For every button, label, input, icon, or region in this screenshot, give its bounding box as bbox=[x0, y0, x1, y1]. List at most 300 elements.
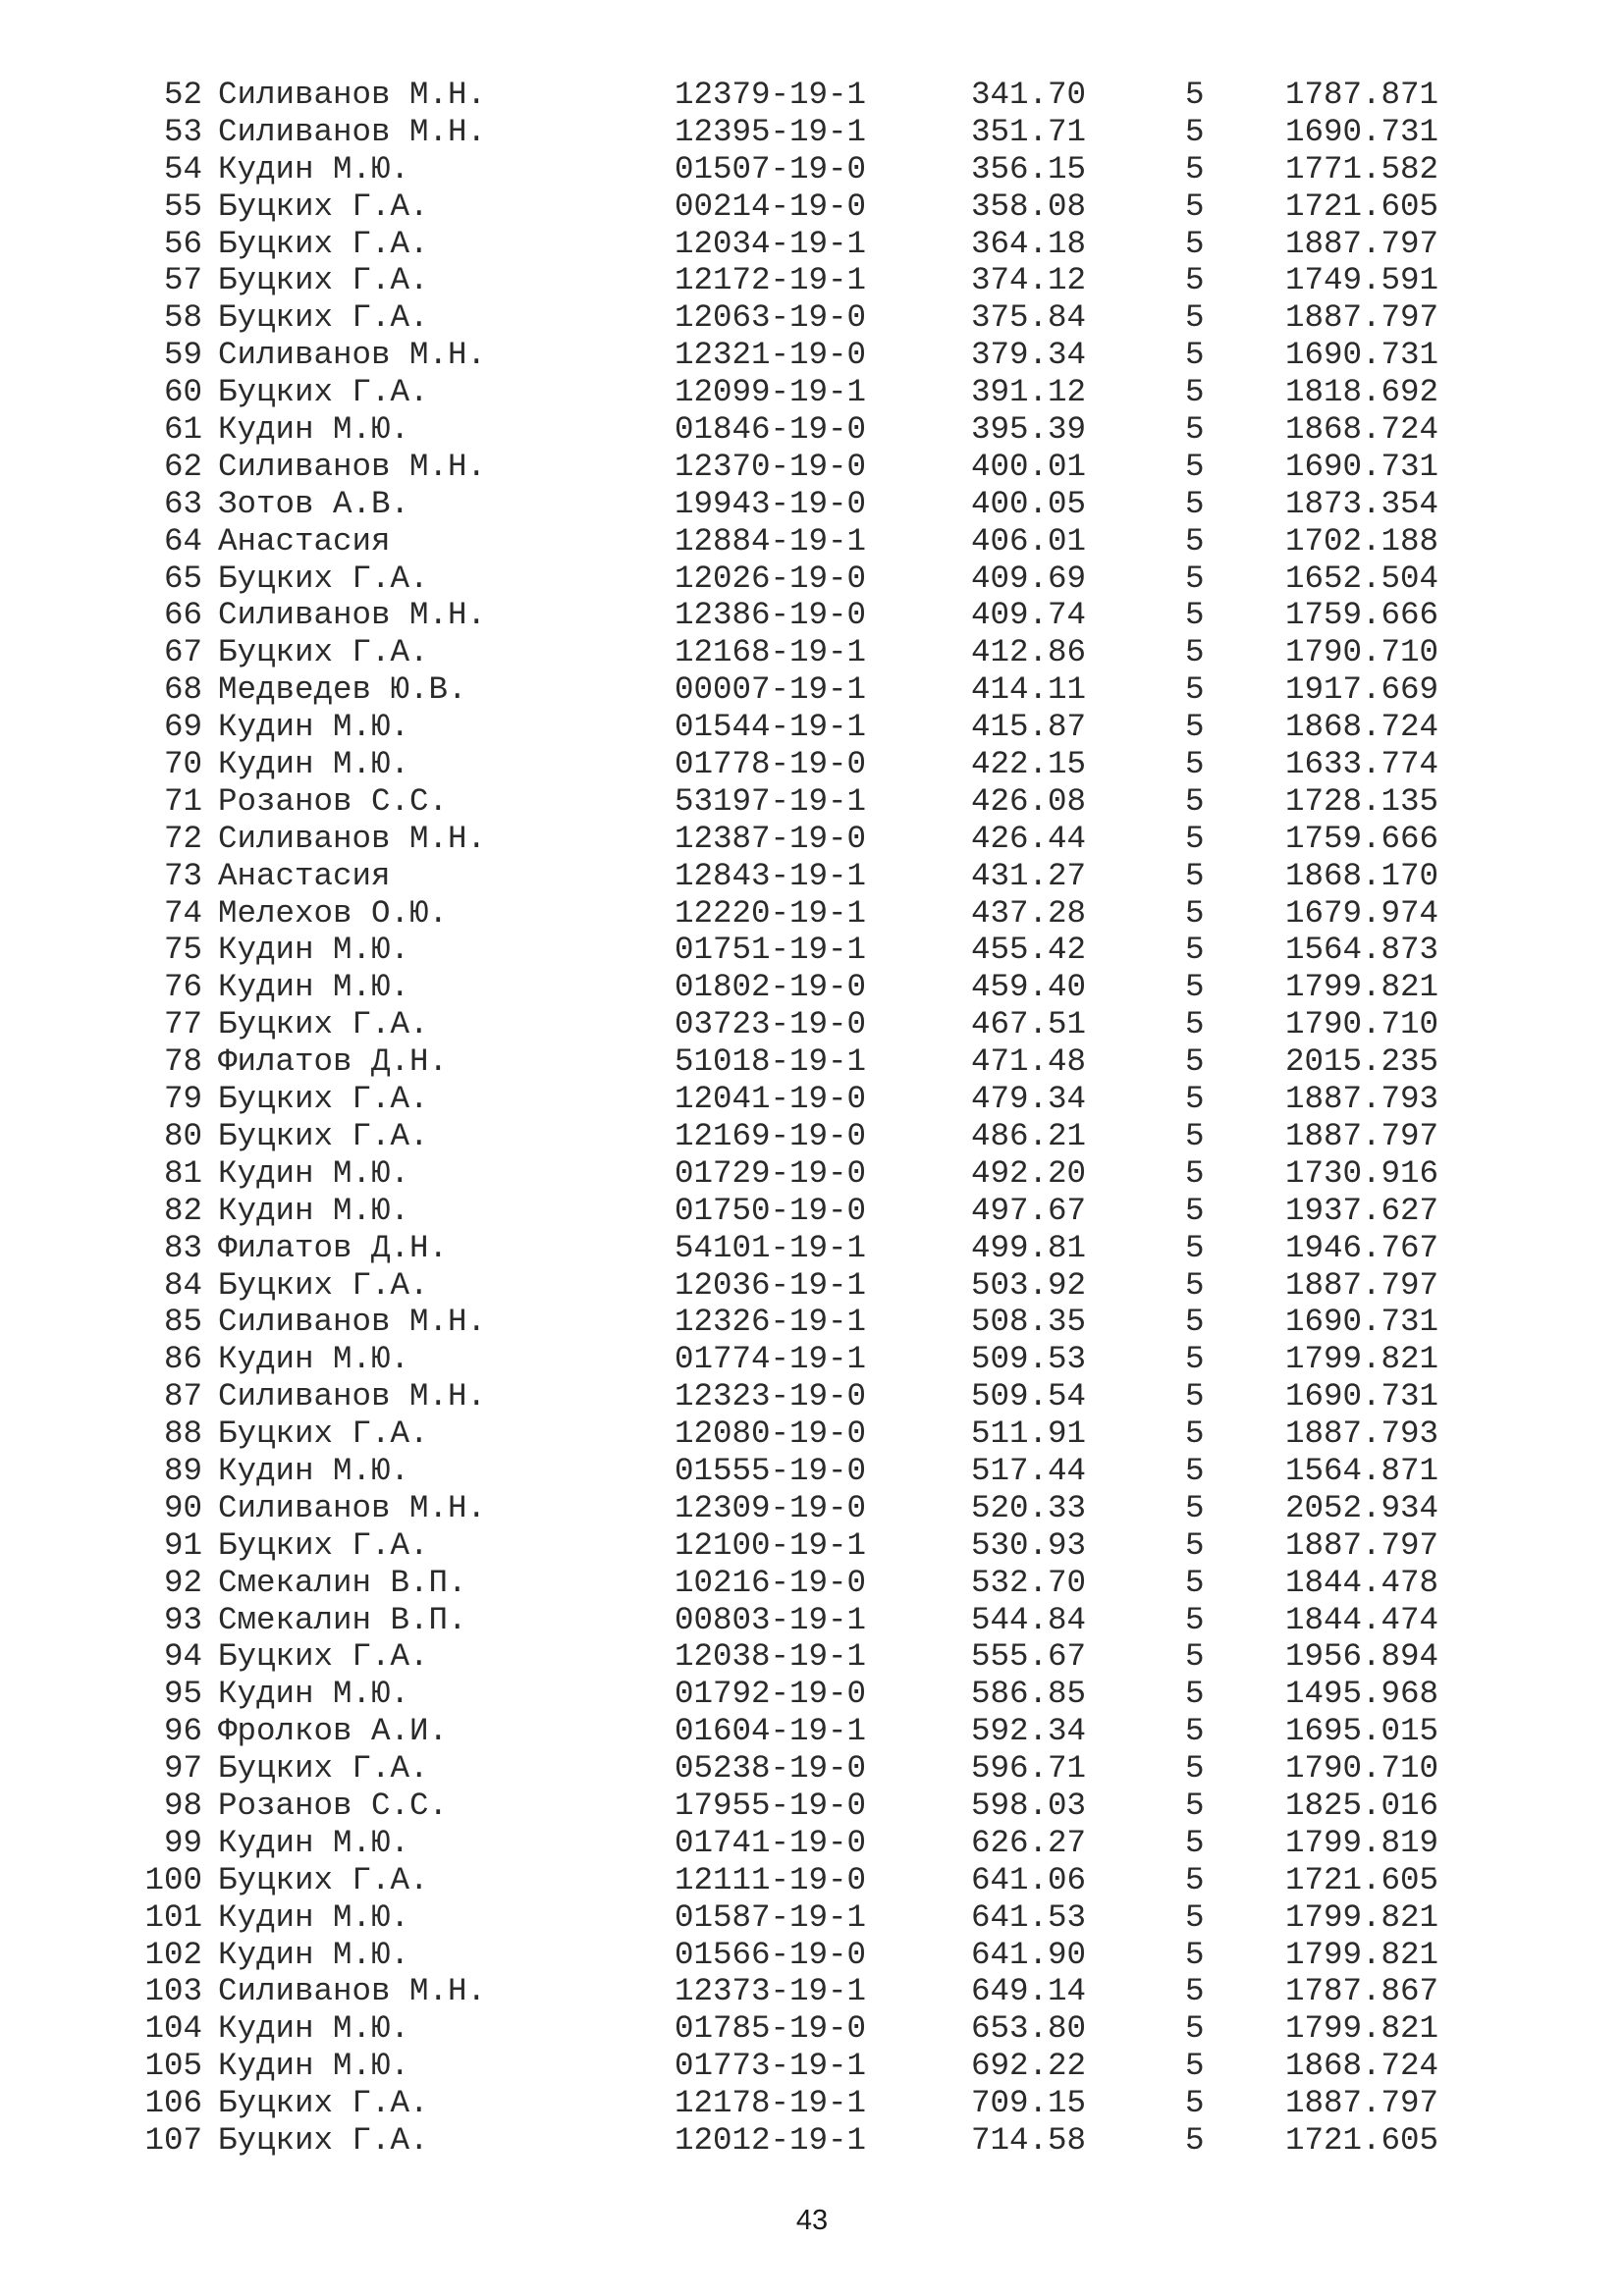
result-value: 1679.974 bbox=[1285, 894, 1439, 932]
count-value: 5 bbox=[1185, 560, 1205, 597]
count-value: 5 bbox=[1185, 1750, 1205, 1788]
measure-value: 409.69 bbox=[971, 560, 1087, 597]
result-value: 1790.710 bbox=[1285, 634, 1439, 671]
record-code: 12395-19-1 bbox=[675, 113, 867, 150]
record-code: 12034-19-1 bbox=[675, 225, 867, 262]
record-code: 12326-19-1 bbox=[675, 1304, 867, 1341]
count-value: 5 bbox=[1185, 1787, 1205, 1824]
person-name: Буцких Г.А. bbox=[218, 2121, 429, 2159]
table-row bbox=[0, 932, 1624, 969]
table-row bbox=[0, 1750, 1624, 1788]
row-number: 90 bbox=[163, 1489, 202, 1526]
person-name: Кудин М.Ю. bbox=[218, 1154, 410, 1192]
table-row bbox=[0, 597, 1624, 634]
measure-value: 532.70 bbox=[971, 1564, 1087, 1601]
table-row bbox=[0, 1527, 1624, 1565]
count-value: 5 bbox=[1185, 820, 1205, 857]
count-value: 5 bbox=[1185, 1564, 1205, 1601]
measure-value: 653.80 bbox=[971, 2010, 1087, 2048]
row-number: 60 bbox=[163, 374, 202, 411]
person-name: Кудин М.Ю. bbox=[218, 709, 410, 746]
result-value: 1690.731 bbox=[1285, 113, 1439, 150]
record-code: 12080-19-0 bbox=[675, 1415, 867, 1453]
person-name: Силиванов М.Н. bbox=[218, 820, 487, 857]
person-name: Смекалин В.П. bbox=[218, 1564, 467, 1601]
measure-value: 586.85 bbox=[971, 1676, 1087, 1713]
count-value: 5 bbox=[1185, 671, 1205, 709]
person-name: Кудин М.Ю. bbox=[218, 150, 410, 187]
row-number: 74 bbox=[163, 894, 202, 932]
measure-value: 530.93 bbox=[971, 1526, 1087, 1564]
record-code: 12026-19-0 bbox=[675, 560, 867, 597]
table-row bbox=[0, 1155, 1624, 1193]
measure-value: 422.15 bbox=[971, 746, 1087, 783]
result-value: 1787.871 bbox=[1285, 77, 1439, 113]
result-value: 1799.819 bbox=[1285, 1824, 1439, 1861]
measure-value: 486.21 bbox=[971, 1117, 1087, 1154]
person-name: Кудин М.Ю. bbox=[218, 1341, 410, 1378]
measure-value: 426.44 bbox=[971, 820, 1087, 857]
row-number: 94 bbox=[163, 1638, 202, 1676]
result-value: 1564.871 bbox=[1285, 1452, 1439, 1489]
record-code: 12386-19-0 bbox=[675, 597, 867, 634]
person-name: Силиванов М.Н. bbox=[218, 1973, 487, 2010]
record-code: 12100-19-1 bbox=[675, 1526, 867, 1564]
result-value: 1759.666 bbox=[1285, 820, 1439, 857]
record-code: 12884-19-1 bbox=[675, 522, 867, 560]
count-value: 5 bbox=[1185, 374, 1205, 411]
record-code: 12041-19-0 bbox=[675, 1081, 867, 1118]
person-name: Буцких Г.А. bbox=[218, 1750, 429, 1788]
person-name: Филатов Д.Н. bbox=[218, 1043, 449, 1081]
record-code: 01846-19-0 bbox=[675, 411, 867, 449]
record-code: 01751-19-1 bbox=[675, 932, 867, 969]
count-value: 5 bbox=[1185, 709, 1205, 746]
record-code: 12172-19-1 bbox=[675, 262, 867, 299]
row-number: 103 bbox=[144, 1973, 202, 2010]
measure-value: 479.34 bbox=[971, 1081, 1087, 1118]
measure-value: 596.71 bbox=[971, 1750, 1087, 1788]
record-code: 12168-19-1 bbox=[675, 634, 867, 671]
measure-value: 400.05 bbox=[971, 485, 1087, 522]
measure-value: 592.34 bbox=[971, 1713, 1087, 1750]
row-number: 77 bbox=[163, 1006, 202, 1043]
row-number: 65 bbox=[163, 560, 202, 597]
person-name: Кудин М.Ю. bbox=[218, 932, 410, 969]
table-row bbox=[0, 77, 1624, 114]
table-row bbox=[0, 1341, 1624, 1378]
result-value: 1690.731 bbox=[1285, 1304, 1439, 1341]
person-name: Буцких Г.А. bbox=[218, 1266, 429, 1304]
count-value: 5 bbox=[1185, 1638, 1205, 1676]
table-row bbox=[0, 1676, 1624, 1713]
row-number: 106 bbox=[144, 2085, 202, 2122]
person-name: Буцких Г.А. bbox=[218, 2085, 429, 2122]
row-number: 70 bbox=[163, 746, 202, 783]
count-value: 5 bbox=[1185, 1526, 1205, 1564]
row-number: 79 bbox=[163, 1081, 202, 1118]
measure-value: 471.48 bbox=[971, 1043, 1087, 1081]
result-value: 1790.710 bbox=[1285, 1750, 1439, 1788]
measure-value: 503.92 bbox=[971, 1266, 1087, 1304]
record-code: 05238-19-0 bbox=[675, 1750, 867, 1788]
result-value: 2052.934 bbox=[1285, 1489, 1439, 1526]
measure-value: 431.27 bbox=[971, 857, 1087, 894]
measure-value: 426.08 bbox=[971, 782, 1087, 820]
table-row bbox=[0, 1825, 1624, 1862]
table-row bbox=[0, 1118, 1624, 1155]
table-row bbox=[0, 523, 1624, 561]
count-value: 5 bbox=[1185, 1452, 1205, 1489]
table-row bbox=[0, 1713, 1624, 1750]
record-code: 01604-19-1 bbox=[675, 1713, 867, 1750]
measure-value: 358.08 bbox=[971, 187, 1087, 225]
person-name: Анастасия bbox=[218, 857, 391, 894]
count-value: 5 bbox=[1185, 2010, 1205, 2048]
row-number: 87 bbox=[163, 1378, 202, 1415]
person-name: Буцких Г.А. bbox=[218, 1117, 429, 1154]
count-value: 5 bbox=[1185, 411, 1205, 449]
table-row bbox=[0, 1937, 1624, 1974]
row-number: 57 bbox=[163, 262, 202, 299]
table-row bbox=[0, 449, 1624, 486]
row-number: 83 bbox=[163, 1229, 202, 1266]
row-number: 82 bbox=[163, 1192, 202, 1229]
record-code: 01785-19-0 bbox=[675, 2010, 867, 2048]
table-row bbox=[0, 1043, 1624, 1081]
measure-value: 517.44 bbox=[971, 1452, 1087, 1489]
measure-value: 509.53 bbox=[971, 1341, 1087, 1378]
result-value: 1690.731 bbox=[1285, 1378, 1439, 1415]
count-value: 5 bbox=[1185, 1006, 1205, 1043]
measure-value: 626.27 bbox=[971, 1824, 1087, 1861]
record-code: 01587-19-1 bbox=[675, 1898, 867, 1936]
count-value: 5 bbox=[1185, 1936, 1205, 1973]
row-number: 64 bbox=[163, 522, 202, 560]
count-value: 5 bbox=[1185, 1676, 1205, 1713]
result-value: 1956.894 bbox=[1285, 1638, 1439, 1676]
result-value: 1787.867 bbox=[1285, 1973, 1439, 2010]
measure-value: 555.67 bbox=[971, 1638, 1087, 1676]
row-number: 88 bbox=[163, 1415, 202, 1453]
row-number: 71 bbox=[163, 782, 202, 820]
person-name: Кудин М.Ю. bbox=[218, 1936, 410, 1973]
result-value: 1937.627 bbox=[1285, 1192, 1439, 1229]
result-value: 1799.821 bbox=[1285, 1936, 1439, 1973]
record-code: 12099-19-1 bbox=[675, 374, 867, 411]
measure-value: 492.20 bbox=[971, 1154, 1087, 1192]
table-row bbox=[0, 1973, 1624, 2010]
measure-value: 508.35 bbox=[971, 1304, 1087, 1341]
measure-value: 374.12 bbox=[971, 262, 1087, 299]
result-value: 1887.793 bbox=[1285, 1415, 1439, 1453]
row-number: 101 bbox=[144, 1898, 202, 1936]
result-value: 1690.731 bbox=[1285, 448, 1439, 485]
table-row bbox=[0, 858, 1624, 895]
row-number: 63 bbox=[163, 485, 202, 522]
person-name: Кудин М.Ю. bbox=[218, 1452, 410, 1489]
data-table bbox=[0, 77, 1624, 2160]
table-row bbox=[0, 1193, 1624, 1230]
table-row bbox=[0, 1602, 1624, 1639]
result-value: 1495.968 bbox=[1285, 1676, 1439, 1713]
count-value: 5 bbox=[1185, 894, 1205, 932]
person-name: Силиванов М.Н. bbox=[218, 1489, 487, 1526]
person-name: Буцких Г.А. bbox=[218, 374, 429, 411]
person-name: Кудин М.Ю. bbox=[218, 1824, 410, 1861]
measure-value: 414.11 bbox=[971, 671, 1087, 709]
result-value: 1844.478 bbox=[1285, 1564, 1439, 1601]
record-code: 01773-19-1 bbox=[675, 2048, 867, 2085]
person-name: Розанов С.С. bbox=[218, 1787, 449, 1824]
person-name: Анастасия bbox=[218, 522, 391, 560]
measure-value: 467.51 bbox=[971, 1006, 1087, 1043]
record-code: 00007-19-1 bbox=[675, 671, 867, 709]
table-row bbox=[0, 709, 1624, 746]
table-row bbox=[0, 2010, 1624, 2048]
table-row bbox=[0, 151, 1624, 188]
result-value: 1868.724 bbox=[1285, 709, 1439, 746]
person-name: Кудин М.Ю. bbox=[218, 411, 410, 449]
row-number: 98 bbox=[163, 1787, 202, 1824]
row-number: 92 bbox=[163, 1564, 202, 1601]
count-value: 5 bbox=[1185, 113, 1205, 150]
measure-value: 341.70 bbox=[971, 77, 1087, 113]
measure-value: 409.74 bbox=[971, 597, 1087, 634]
measure-value: 351.71 bbox=[971, 113, 1087, 150]
row-number: 97 bbox=[163, 1750, 202, 1788]
measure-value: 709.15 bbox=[971, 2085, 1087, 2122]
measure-value: 714.58 bbox=[971, 2121, 1087, 2159]
record-code: 17955-19-0 bbox=[675, 1787, 867, 1824]
count-value: 5 bbox=[1185, 77, 1205, 113]
count-value: 5 bbox=[1185, 2048, 1205, 2085]
table-row bbox=[0, 226, 1624, 263]
measure-value: 509.54 bbox=[971, 1378, 1087, 1415]
row-number: 61 bbox=[163, 411, 202, 449]
table-row bbox=[0, 1565, 1624, 1602]
row-number: 93 bbox=[163, 1601, 202, 1638]
person-name: Буцких Г.А. bbox=[218, 1006, 429, 1043]
result-value: 1730.916 bbox=[1285, 1154, 1439, 1192]
result-value: 1633.774 bbox=[1285, 746, 1439, 783]
result-value: 1825.016 bbox=[1285, 1787, 1439, 1824]
measure-value: 379.34 bbox=[971, 337, 1087, 374]
result-value: 1799.821 bbox=[1285, 1341, 1439, 1378]
row-number: 80 bbox=[163, 1117, 202, 1154]
table-row bbox=[0, 2085, 1624, 2122]
measure-value: 364.18 bbox=[971, 225, 1087, 262]
count-value: 5 bbox=[1185, 1378, 1205, 1415]
table-row bbox=[0, 2048, 1624, 2085]
count-value: 5 bbox=[1185, 150, 1205, 187]
count-value: 5 bbox=[1185, 1415, 1205, 1453]
count-value: 5 bbox=[1185, 337, 1205, 374]
row-number: 66 bbox=[163, 597, 202, 634]
measure-value: 649.14 bbox=[971, 1973, 1087, 2010]
row-number: 99 bbox=[163, 1824, 202, 1861]
result-value: 1887.797 bbox=[1285, 1117, 1439, 1154]
count-value: 5 bbox=[1185, 969, 1205, 1006]
person-name: Буцких Г.А. bbox=[218, 1415, 429, 1453]
count-value: 5 bbox=[1185, 1973, 1205, 2010]
table-row bbox=[0, 783, 1624, 821]
record-code: 01774-19-1 bbox=[675, 1341, 867, 1378]
person-name: Кудин М.Ю. bbox=[218, 2048, 410, 2085]
person-name: Буцких Г.А. bbox=[218, 299, 429, 337]
person-name: Кудин М.Ю. bbox=[218, 1676, 410, 1713]
record-code: 01507-19-0 bbox=[675, 150, 867, 187]
result-value: 1868.724 bbox=[1285, 2048, 1439, 2085]
result-value: 1868.170 bbox=[1285, 857, 1439, 894]
row-number: 95 bbox=[163, 1676, 202, 1713]
row-number: 86 bbox=[163, 1341, 202, 1378]
person-name: Силиванов М.Н. bbox=[218, 337, 487, 374]
row-number: 102 bbox=[144, 1936, 202, 1973]
table-row bbox=[0, 969, 1624, 1006]
count-value: 5 bbox=[1185, 1713, 1205, 1750]
measure-value: 641.90 bbox=[971, 1936, 1087, 1973]
count-value: 5 bbox=[1185, 1304, 1205, 1341]
record-code: 12323-19-0 bbox=[675, 1378, 867, 1415]
result-value: 1721.605 bbox=[1285, 187, 1439, 225]
row-number: 56 bbox=[163, 225, 202, 262]
measure-value: 375.84 bbox=[971, 299, 1087, 337]
person-name: Силиванов М.Н. bbox=[218, 1304, 487, 1341]
count-value: 5 bbox=[1185, 746, 1205, 783]
table-row bbox=[0, 1304, 1624, 1341]
table-row bbox=[0, 671, 1624, 709]
result-value: 1887.797 bbox=[1285, 299, 1439, 337]
table-row bbox=[0, 337, 1624, 374]
result-value: 1946.767 bbox=[1285, 1229, 1439, 1266]
table-row bbox=[0, 1378, 1624, 1415]
row-number: 59 bbox=[163, 337, 202, 374]
result-value: 1887.797 bbox=[1285, 2085, 1439, 2122]
row-number: 62 bbox=[163, 448, 202, 485]
person-name: Буцких Г.А. bbox=[218, 262, 429, 299]
count-value: 5 bbox=[1185, 225, 1205, 262]
person-name: Медведев Ю.В. bbox=[218, 671, 467, 709]
record-code: 01741-19-0 bbox=[675, 1824, 867, 1861]
person-name: Розанов С.С. bbox=[218, 782, 449, 820]
count-value: 5 bbox=[1185, 1341, 1205, 1378]
row-number: 73 bbox=[163, 857, 202, 894]
record-code: 01729-19-0 bbox=[675, 1154, 867, 1192]
row-number: 91 bbox=[163, 1526, 202, 1564]
measure-value: 459.40 bbox=[971, 969, 1087, 1006]
row-number: 107 bbox=[144, 2121, 202, 2159]
count-value: 5 bbox=[1185, 448, 1205, 485]
record-code: 01792-19-0 bbox=[675, 1676, 867, 1713]
person-name: Буцких Г.А. bbox=[218, 1861, 429, 1898]
record-code: 01566-19-0 bbox=[675, 1936, 867, 1973]
table-row bbox=[0, 486, 1624, 523]
row-number: 58 bbox=[163, 299, 202, 337]
person-name: Филатов Д.Н. bbox=[218, 1229, 449, 1266]
measure-value: 497.67 bbox=[971, 1192, 1087, 1229]
person-name: Кудин М.Ю. bbox=[218, 1898, 410, 1936]
record-code: 12370-19-0 bbox=[675, 448, 867, 485]
measure-value: 641.06 bbox=[971, 1861, 1087, 1898]
table-row bbox=[0, 188, 1624, 226]
person-name: Буцких Г.А. bbox=[218, 225, 429, 262]
result-value: 1564.873 bbox=[1285, 932, 1439, 969]
record-code: 12843-19-1 bbox=[675, 857, 867, 894]
measure-value: 412.86 bbox=[971, 634, 1087, 671]
record-code: 12063-19-0 bbox=[675, 299, 867, 337]
row-number: 76 bbox=[163, 969, 202, 1006]
result-value: 1721.605 bbox=[1285, 2121, 1439, 2159]
table-row bbox=[0, 634, 1624, 671]
record-code: 01544-19-1 bbox=[675, 709, 867, 746]
table-row bbox=[0, 299, 1624, 337]
count-value: 5 bbox=[1185, 1489, 1205, 1526]
record-code: 01778-19-0 bbox=[675, 746, 867, 783]
record-code: 01555-19-0 bbox=[675, 1452, 867, 1489]
measure-value: 511.91 bbox=[971, 1415, 1087, 1453]
result-value: 1868.724 bbox=[1285, 411, 1439, 449]
result-value: 1759.666 bbox=[1285, 597, 1439, 634]
table-row bbox=[0, 1788, 1624, 1825]
count-value: 5 bbox=[1185, 1824, 1205, 1861]
measure-value: 356.15 bbox=[971, 150, 1087, 187]
record-code: 00214-19-0 bbox=[675, 187, 867, 225]
person-name: Силиванов М.Н. bbox=[218, 77, 487, 113]
count-value: 5 bbox=[1185, 1898, 1205, 1936]
record-code: 03723-19-0 bbox=[675, 1006, 867, 1043]
result-value: 1799.821 bbox=[1285, 1898, 1439, 1936]
result-value: 1690.731 bbox=[1285, 337, 1439, 374]
result-value: 1771.582 bbox=[1285, 150, 1439, 187]
measure-value: 400.01 bbox=[971, 448, 1087, 485]
person-name: Кудин М.Ю. bbox=[218, 969, 410, 1006]
count-value: 5 bbox=[1185, 2121, 1205, 2159]
person-name: Силиванов М.Н. bbox=[218, 1378, 487, 1415]
result-value: 1887.797 bbox=[1285, 1266, 1439, 1304]
record-code: 01750-19-0 bbox=[675, 1192, 867, 1229]
count-value: 5 bbox=[1185, 485, 1205, 522]
table-row bbox=[0, 1267, 1624, 1305]
record-code: 12309-19-0 bbox=[675, 1489, 867, 1526]
result-value: 1728.135 bbox=[1285, 782, 1439, 820]
table-row bbox=[0, 1638, 1624, 1676]
count-value: 5 bbox=[1185, 634, 1205, 671]
record-code: 01802-19-0 bbox=[675, 969, 867, 1006]
record-code: 19943-19-0 bbox=[675, 485, 867, 522]
record-code: 12387-19-0 bbox=[675, 820, 867, 857]
count-value: 5 bbox=[1185, 597, 1205, 634]
count-value: 5 bbox=[1185, 1192, 1205, 1229]
row-number: 55 bbox=[163, 187, 202, 225]
table-row bbox=[0, 114, 1624, 151]
person-name: Мелехов О.Ю. bbox=[218, 894, 449, 932]
row-number: 54 bbox=[163, 150, 202, 187]
record-code: 00803-19-1 bbox=[675, 1601, 867, 1638]
result-value: 1652.504 bbox=[1285, 560, 1439, 597]
result-value: 1818.692 bbox=[1285, 374, 1439, 411]
result-value: 1721.605 bbox=[1285, 1861, 1439, 1898]
row-number: 100 bbox=[144, 1861, 202, 1898]
person-name: Фролков А.И. bbox=[218, 1713, 449, 1750]
record-code: 10216-19-0 bbox=[675, 1564, 867, 1601]
record-code: 53197-19-1 bbox=[675, 782, 867, 820]
record-code: 12036-19-1 bbox=[675, 1266, 867, 1304]
measure-value: 641.53 bbox=[971, 1898, 1087, 1936]
table-row bbox=[0, 746, 1624, 783]
person-name: Буцких Г.А. bbox=[218, 1638, 429, 1676]
measure-value: 544.84 bbox=[971, 1601, 1087, 1638]
